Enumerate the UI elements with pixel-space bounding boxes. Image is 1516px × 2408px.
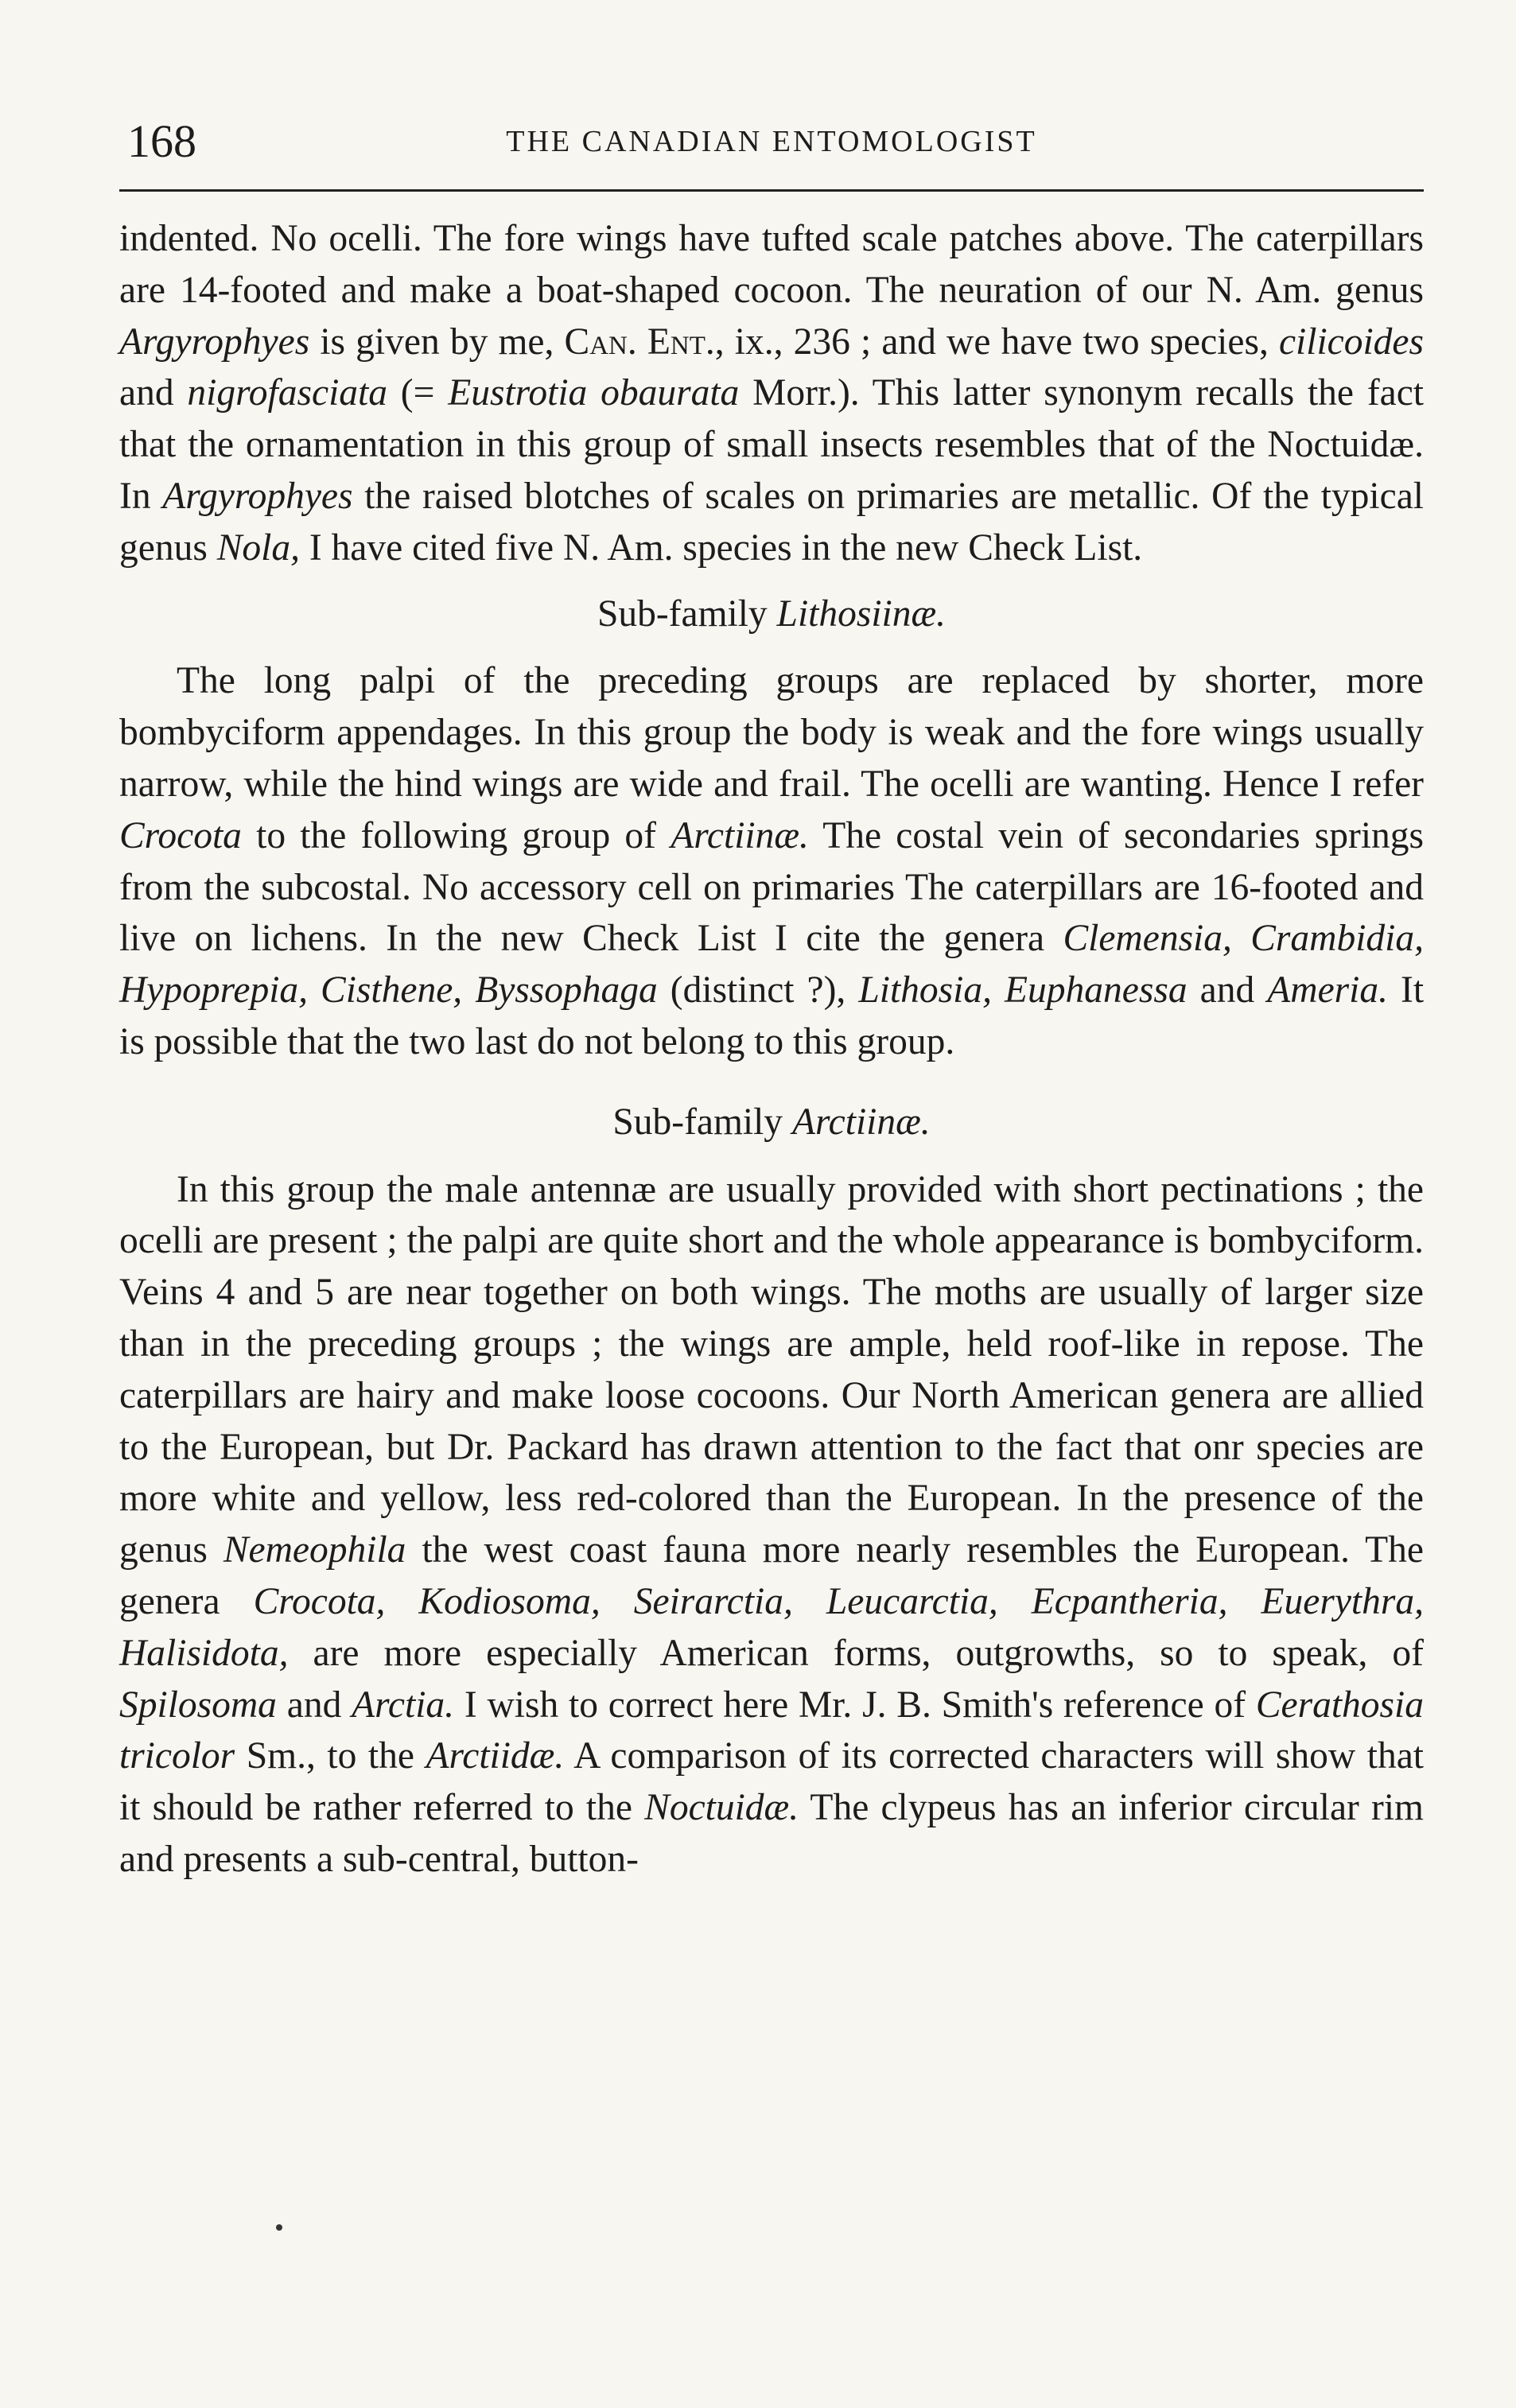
genus-list: Clemensia, Crambidia, Hypoprepia, Cisthene, Byssophaga xyxy=(119,918,1424,1012)
heading-prefix: Sub-family xyxy=(612,1101,792,1143)
text-run: and xyxy=(119,372,188,414)
body-text xyxy=(119,213,1424,1886)
paragraph-3 xyxy=(119,1164,1424,1886)
text-run: , ix., 236 ; and we have two species, xyxy=(714,320,1279,363)
text-run: The clypeus has an inferior circular rim and presents a sub-central, button- xyxy=(119,1787,1424,1880)
text-run: The long palpi of the preceding groups are replaced by shorter, more bombyciform appendages. In this group the body is weak and the fore wings usually narrow, while the hind wings are wide and frail. The ocelli are wanting. Hence I refer xyxy=(119,660,1424,805)
text-run: to the following group of xyxy=(241,814,671,856)
paragraph-1 xyxy=(119,213,1424,574)
genus-name: Arctia. xyxy=(352,1684,455,1726)
genus-name: Ameria. xyxy=(1267,969,1388,1012)
heading-prefix: Sub-family xyxy=(597,592,777,635)
text-run: It is possible that the two last do not belong to this group. xyxy=(119,969,1425,1062)
species-name: Eustrotia obaurata xyxy=(448,372,740,414)
subfamily-name: Arctiinæ. xyxy=(671,814,809,856)
genus-name: Argyrophyes xyxy=(162,475,353,517)
genus-name: Crocota xyxy=(119,814,242,856)
running-head: THE CANADIAN ENTOMOLOGIST xyxy=(506,125,1037,158)
page-header xyxy=(119,110,1424,173)
family-name: Noctuidæ. xyxy=(644,1787,799,1829)
text-run: (= xyxy=(387,372,449,414)
header-rule xyxy=(119,189,1424,192)
text-run: I wish to correct here Mr. J. B. Smith's reference of xyxy=(454,1684,1256,1726)
text-run: are more especially American forms, outgrowths, so to speak, of xyxy=(288,1632,1424,1674)
genus-name: Nola, xyxy=(216,526,300,569)
print-speck xyxy=(276,2224,282,2231)
text-run: the west coast fauna more nearly resembles the European. The genera xyxy=(119,1529,1424,1622)
text-run: and xyxy=(1187,969,1268,1012)
text-run: I have cited five N. Am. species in the new Check List. xyxy=(299,526,1143,569)
text-run: The costal vein of secondaries springs from the subcostal. No accessory cell on primaries The caterpillars are 16-footed and live on lichens. In the new Check List I cite the genera xyxy=(119,814,1425,960)
section-heading-arctiinae xyxy=(119,1097,1424,1148)
section-heading-lithosiinae xyxy=(119,588,1424,640)
text-run: In this group the male antennæ are usually provided with short pectinations ; the ocelli are present ; the palpi are quite short and the whole appearance is bombyciform. Veins 4 and 5 are near together on both wings. The moths are usually of larger size than in the preceding groups ; the wings are ample, held roof-like in repose. The caterpillars are hairy and make loose cocoons. Our North American genera are allied to the European, but Dr. Packard has drawn attention to the fact that onr species are more white and yellow, less red-colored than the European. In the presence of the genus xyxy=(119,1168,1424,1571)
family-name: Arctiidæ. xyxy=(426,1735,565,1777)
journal-abbreviation: Can. Ent. xyxy=(564,320,715,363)
text-run: indented. No ocelli. The fore wings have tufted scale patches above. The caterpillars are 14-footed and make a boat-shaped cocoon. The neuration of our N. Am. genus xyxy=(119,218,1424,311)
species-name: cilicoides xyxy=(1278,320,1424,363)
genus-name: Spilosoma xyxy=(119,1684,277,1726)
genus-list: Crocota, Kodiosoma, Seirarctia, Leucarctia, Ecpantheria, Euerythra, Halisidota, xyxy=(119,1580,1424,1674)
text-run: Sm., to the xyxy=(235,1735,426,1777)
text-run: A comparison of its corrected characters will show that it should be rather referred to the xyxy=(119,1735,1424,1829)
page-number: 168 xyxy=(127,115,196,167)
species-name: nigrofasciata xyxy=(187,372,387,414)
genus-name: Argyrophyes xyxy=(119,320,310,363)
text-run: Morr.). This latter synonym recalls the fact that the ornamentation in this group of small insects resembles that of the Noctuidæ. In xyxy=(119,372,1424,517)
text-run: (distinct ?), xyxy=(657,969,859,1012)
text-run: the raised blotches of scales on primaries are metallic. Of the typical genus xyxy=(119,475,1424,569)
text-run: and xyxy=(276,1684,352,1726)
subfamily-name: Arctiinæ. xyxy=(791,1101,931,1143)
paragraph-2 xyxy=(119,655,1424,1067)
text-run: is given by me, xyxy=(309,320,565,363)
subfamily-name: Lithosiinæ. xyxy=(776,592,947,635)
genus-list: Lithosia, Euphanessa xyxy=(858,969,1188,1012)
species-name: Cerathosia tricolor xyxy=(119,1684,1424,1777)
genus-name: Nemeophila xyxy=(223,1529,406,1571)
